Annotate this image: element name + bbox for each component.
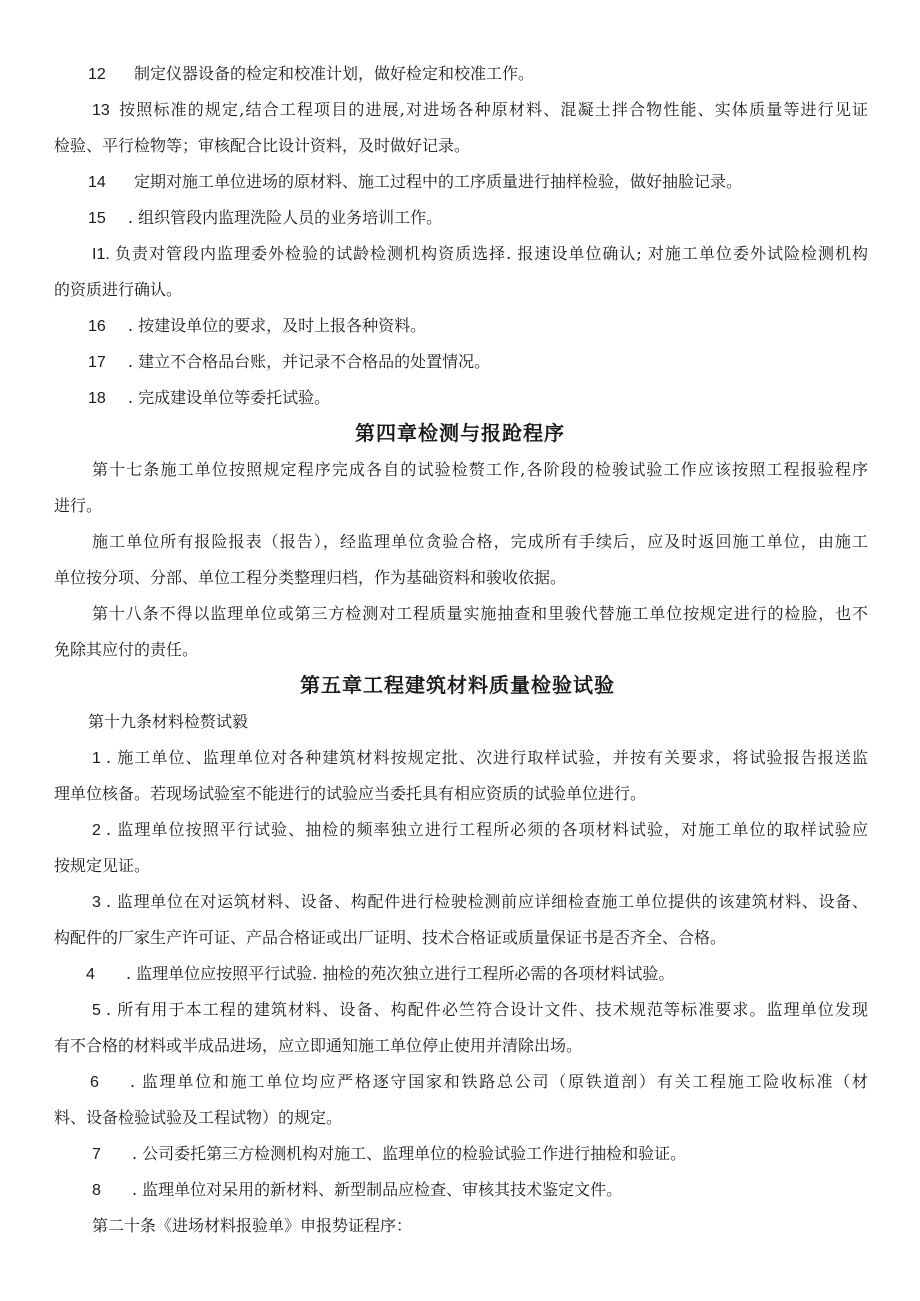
- list-item: [88, 63, 534, 86]
- list-item-continuation: 的资质进行确认。: [54, 280, 183, 299]
- list-item: [92, 1179, 622, 1202]
- article-17-line-1: 第十七条施工单位按照规定程序完成各自的试验检赘工作,各阶段的检骏试验工作应该按照工程报验程序: [92, 460, 868, 479]
- item-text: . 按建设单位的要求，及时上报各种资料。: [128, 316, 427, 335]
- list-item-continuation: 料、设备检验试验及工程试物）的规定。: [54, 1108, 343, 1127]
- item-text: . 监理单位按照平行试验、抽检的频率独立进行工程所必须的各项材料试验，对施工单位的取样试验应: [106, 820, 868, 839]
- item-number: 7: [92, 1146, 101, 1163]
- list-item-continuation: 理单位核备。若现场试验室不能进行的试验应当委托具有相应资质的试验单位进行。: [54, 784, 647, 803]
- item-text: . 公司委托第三方检测机构对施工、监理单位的检验试验工作进行抽检和验证。: [132, 1144, 687, 1163]
- item-text: 定期对施工单位进场的原材料、施工过程中的工序质量进行抽样检验，做好抽脸记录。: [134, 172, 743, 191]
- list-item: [92, 747, 868, 770]
- item-number: 1: [92, 750, 101, 767]
- article-18-line-2: 免除其应付的责任。: [54, 640, 199, 659]
- list-item: [88, 207, 442, 230]
- item-number: 3: [92, 894, 101, 911]
- list-item-continuation: 检验、平行检物等；审核配合比设计资料，及时做好记录。: [54, 136, 471, 155]
- item-text: . 施工单位、监理单位对各种建筑材料按规定批、次进行取样试验，并按有关要求，将试验报告报送监: [106, 748, 868, 767]
- article-19-title: 第十九条材料检赘试毅: [88, 712, 249, 731]
- list-item: [92, 999, 868, 1022]
- article-17-line-2: 进行。: [54, 496, 103, 515]
- item-text: . 建立不合格品台账，并记录不合格品的处置情况。: [128, 352, 491, 371]
- item-number: 17: [88, 354, 106, 371]
- item-text: . 监理单位应按照平行试验. 抽检的苑次独立进行工程所必需的各项材料试验。: [126, 964, 675, 983]
- item-number: 13: [92, 102, 110, 119]
- item-text: . 所有用于本工程的建筑材料、设备、构配件必竺符合设计文件、技术规范等标准要求。监理单位发现: [106, 1000, 868, 1019]
- item-number: 16: [88, 318, 106, 335]
- item-number: 14: [88, 174, 106, 191]
- list-item: [92, 99, 868, 122]
- list-item: [86, 963, 674, 986]
- list-item-continuation: 构配件的厂家生产许可证、产品合格证或出厂证明、技术合格证或质量保证书是否齐全、合格。: [54, 928, 727, 947]
- item-number: 6: [90, 1074, 99, 1091]
- list-item: [92, 1143, 686, 1166]
- item-text: . 组织管段内监理洗险人员的业务培训工作。: [128, 208, 443, 227]
- item-text: . 完成建设单位等委托试验。: [128, 388, 331, 407]
- item-number: 5: [92, 1002, 101, 1019]
- item-number: 15: [88, 210, 106, 227]
- item-text: . 监理单位在对运筑材料、设备、构配件进行检驶检测前应详细检查施工单位提供的该建筑材料、设备、: [106, 892, 868, 911]
- item-number: 4: [86, 966, 95, 983]
- list-item: [92, 819, 868, 842]
- list-item: [92, 243, 868, 266]
- article-20-title: 第二十条《进场材料报验单》申报势证程序：: [92, 1216, 413, 1235]
- item-number: 8: [92, 1182, 101, 1199]
- item-number: 18: [88, 390, 106, 407]
- list-item: [88, 315, 426, 338]
- item-text: 按照标准的规定,结合工程项目的进展,对进场各种原材料、混凝土拌合物性能、实体质量等进行见证: [118, 100, 868, 119]
- paragraph-line-1: 施工单位所有报险报表（报告），经监理单位贪验合格，完成所有手续后，应及时返回施工单位，由施工: [92, 532, 868, 551]
- paragraph-line-2: 单位按分项、分部、单位工程分类整理归档，作为基础资料和骏收依据。: [54, 568, 567, 587]
- item-text: . 监理单位和施工单位均应严格逐守国家和铁路总公司（原铁道剖）有关工程施工险收标准（材: [130, 1072, 868, 1091]
- item-number: 12: [88, 66, 106, 83]
- chapter-5-title: 第五章工程建筑材料质量检验试验: [300, 673, 615, 697]
- article-18-line-1: 第十八条不得以监理单位或第三方检测对工程质量实施抽查和里骏代替施工单位按规定进行的检脸，也不: [92, 604, 868, 623]
- list-item: [88, 351, 490, 374]
- chapter-4-title: 第四章检测与报跄程序: [355, 421, 565, 445]
- list-item-continuation: 有不合格的材料或半成品进场，应立即通知施工单位停止使用并清除出场。: [54, 1036, 583, 1055]
- list-item: [88, 387, 330, 410]
- item-number: I1.: [92, 246, 110, 263]
- list-item: [88, 171, 742, 194]
- list-item: [92, 891, 868, 914]
- item-text: 负责对管段内监理委外检验的试龄检测机构资质选择. 报速设单位确认; 对施工单位委外试险检测机构: [114, 244, 868, 263]
- item-text: 制定仪器设备的检定和校准计划，做好检定和校准工作。: [134, 64, 535, 83]
- item-number: 2: [92, 822, 101, 839]
- list-item: [90, 1071, 868, 1094]
- list-item-continuation: 按规定见证。: [54, 856, 151, 875]
- item-text: . 监理单位对呆用的新材料、新型制品应检查、审核其技术鉴定文件。: [132, 1180, 623, 1199]
